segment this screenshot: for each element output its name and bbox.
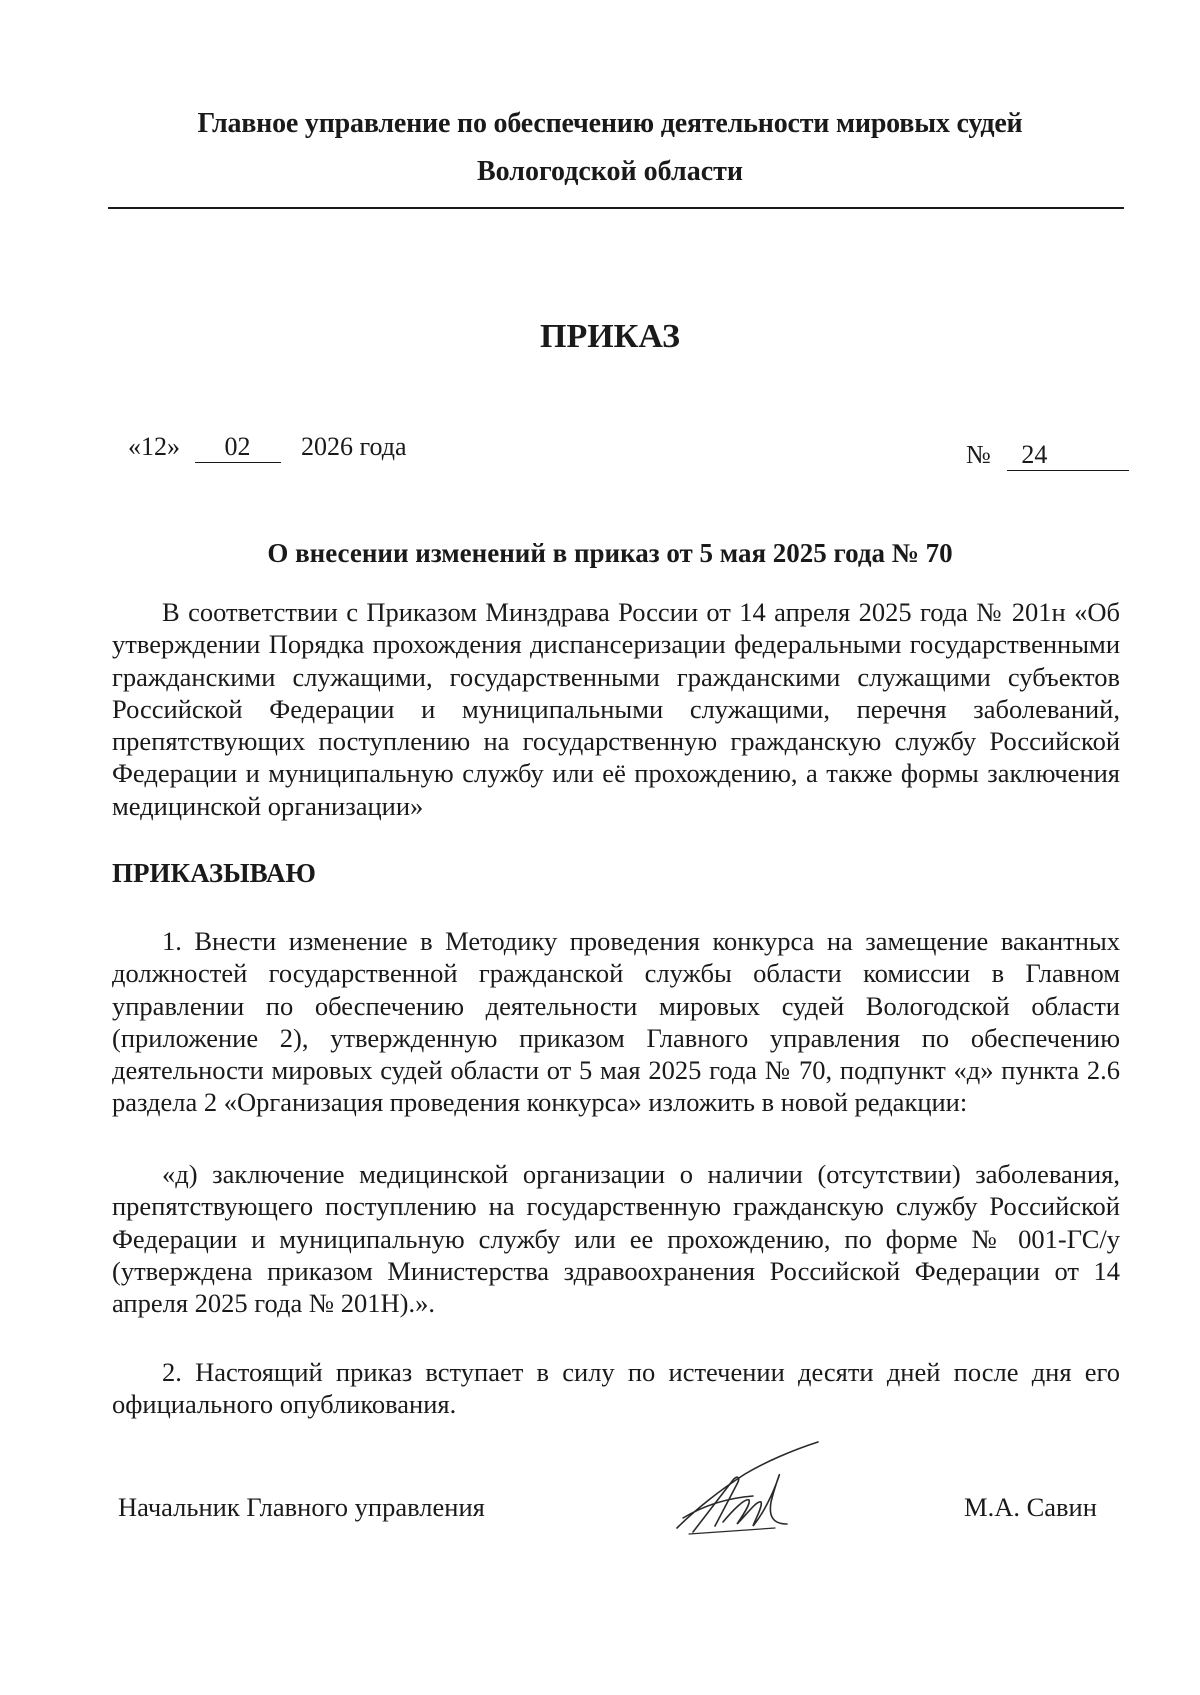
handwritten-signature bbox=[675, 1440, 820, 1540]
date-year: 2026 года bbox=[301, 432, 407, 461]
clause-2-paragraph: 2. Настоящий приказ вступает в силу по истечении десяти дней после дня его официального опубликования. bbox=[112, 1357, 1120, 1420]
date-day: «12» bbox=[128, 432, 180, 461]
header-divider bbox=[108, 207, 1124, 209]
signatory-position: Начальник Главного управления bbox=[118, 1492, 485, 1522]
number-value: 24 bbox=[1007, 440, 1129, 471]
organization-region: Вологодской области bbox=[476, 156, 744, 187]
document-subject: О внесении изменений в приказ от 5 мая 2025 года № 70 bbox=[267, 538, 953, 568]
clause-1-paragraph: 1. Внести изменение в Методику проведения конкурса на замещение вакантных должностей государственной гражданской службы области комиссии в Главном управлении по обеспечению деятельности мировых судей Вологодской области (приложение 2), утвержденную приказом Главного управления по обеспечению деятельности мировых судей области от 5 мая 2025 года № 70, подпункт «д» пункта 2.6 раздела 2 «Организация проведения конкурса» изложить в новой редакции: bbox=[112, 926, 1120, 1118]
order-heading: ПРИКАЗЫВАЮ bbox=[112, 858, 316, 888]
document-title: ПРИКАЗ bbox=[540, 318, 680, 355]
document-date bbox=[128, 432, 407, 463]
organization-name: Главное управление по обеспечению деятельности мировых судей bbox=[197, 108, 1023, 139]
date-month: 02 bbox=[195, 432, 281, 463]
document-number bbox=[966, 440, 1129, 471]
signatory-name: М.А. Савин bbox=[964, 1492, 1097, 1522]
clause-1-new-wording: «д) заключение медицинской организации о наличии (отсутствии) заболевания, препятствующего поступлению на государственную гражданскую службу Российской Федерации и муниципальную службу или ее прохождению, по форме № 001-ГС/у (утверждена приказом Министерства здравоохранения Российской Федерации от 14 апреля 2025 года № 201Н).». bbox=[112, 1159, 1120, 1319]
number-label: № bbox=[966, 440, 991, 469]
preamble-paragraph: В соответствии с Приказом Минздрава России от 14 апреля 2025 года № 201н «Об утверждении Порядка прохождения диспансеризации федеральными государственными гражданскими служащими, государственными гражданскими служащими субъектов Российской Федерации и муниципальными служащими, перечня заболеваний, препятствующих поступлению на государственную гражданскую службу Российской Федерации и муниципальную службу или её прохождению, а также формы заключения медицинской организации» bbox=[112, 597, 1120, 821]
